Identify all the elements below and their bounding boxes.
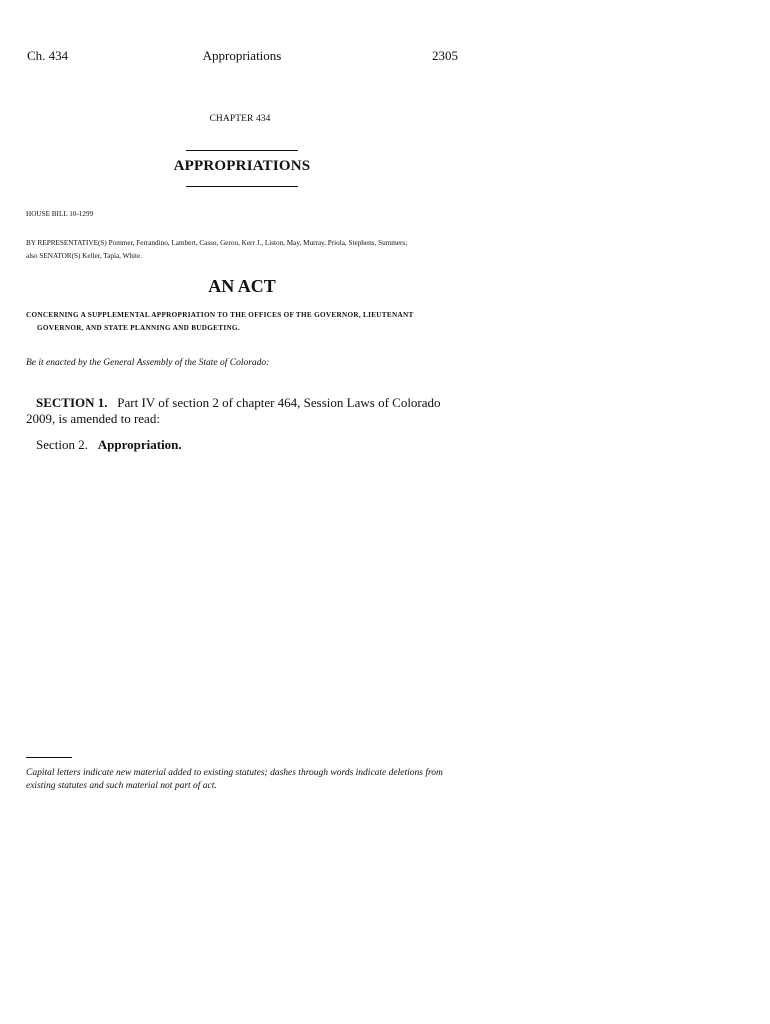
running-header-chapter: Ch. 434	[27, 48, 69, 63]
sponsors-line-2: also SENATOR(S) Keller, Tapia, White.	[26, 252, 142, 260]
page-number: 2305	[432, 48, 458, 63]
bill-id: HOUSE BILL 10-1299	[26, 210, 94, 218]
section-1	[26, 395, 462, 427]
concerning-line-1: CONCERNING A SUPPLEMENTAL APPROPRIATION TO THE OFFICES OF THE GOVERNOR, LIEUTENANT	[26, 311, 414, 319]
sponsors-line-1: BY REPRESENTATIVE(S) Pommer, Ferrandino, Lambert, Casso, Gerou, Kerr J., Liston, May, Murray, Priola, Stephens, Summers;	[26, 239, 408, 247]
footnote-rule	[26, 757, 72, 758]
act-heading: AN ACT	[208, 276, 276, 296]
section-2-title: Appropriation.	[97, 437, 182, 452]
concerning-line-2: GOVERNOR, AND STATE PLANNING AND BUDGETING.	[37, 324, 240, 332]
section-2-label: Section 2.	[36, 437, 95, 452]
section-1-label: SECTION 1.	[36, 395, 115, 410]
title-rule-top	[186, 150, 298, 151]
section-2	[36, 437, 182, 453]
footnote: Capital letters indicate new material added to existing statutes; dashes through words indicate deletions from existing statutes and such material not part of act.	[26, 768, 443, 791]
section-1-text: Part IV of section 2 of chapter 464, Session Laws of Colorado 2009, is amended to read:	[26, 395, 441, 426]
chapter-number: CHAPTER 434	[209, 114, 271, 124]
enacting-clause: Be it enacted by the General Assembly of the State of Colorado:	[26, 358, 270, 368]
title-rule-bottom	[186, 186, 298, 187]
chapter-title: APPROPRIATIONS	[173, 158, 311, 174]
concerning-clause	[26, 309, 462, 335]
running-header-title: Appropriations	[202, 48, 282, 63]
sponsors	[26, 237, 460, 263]
